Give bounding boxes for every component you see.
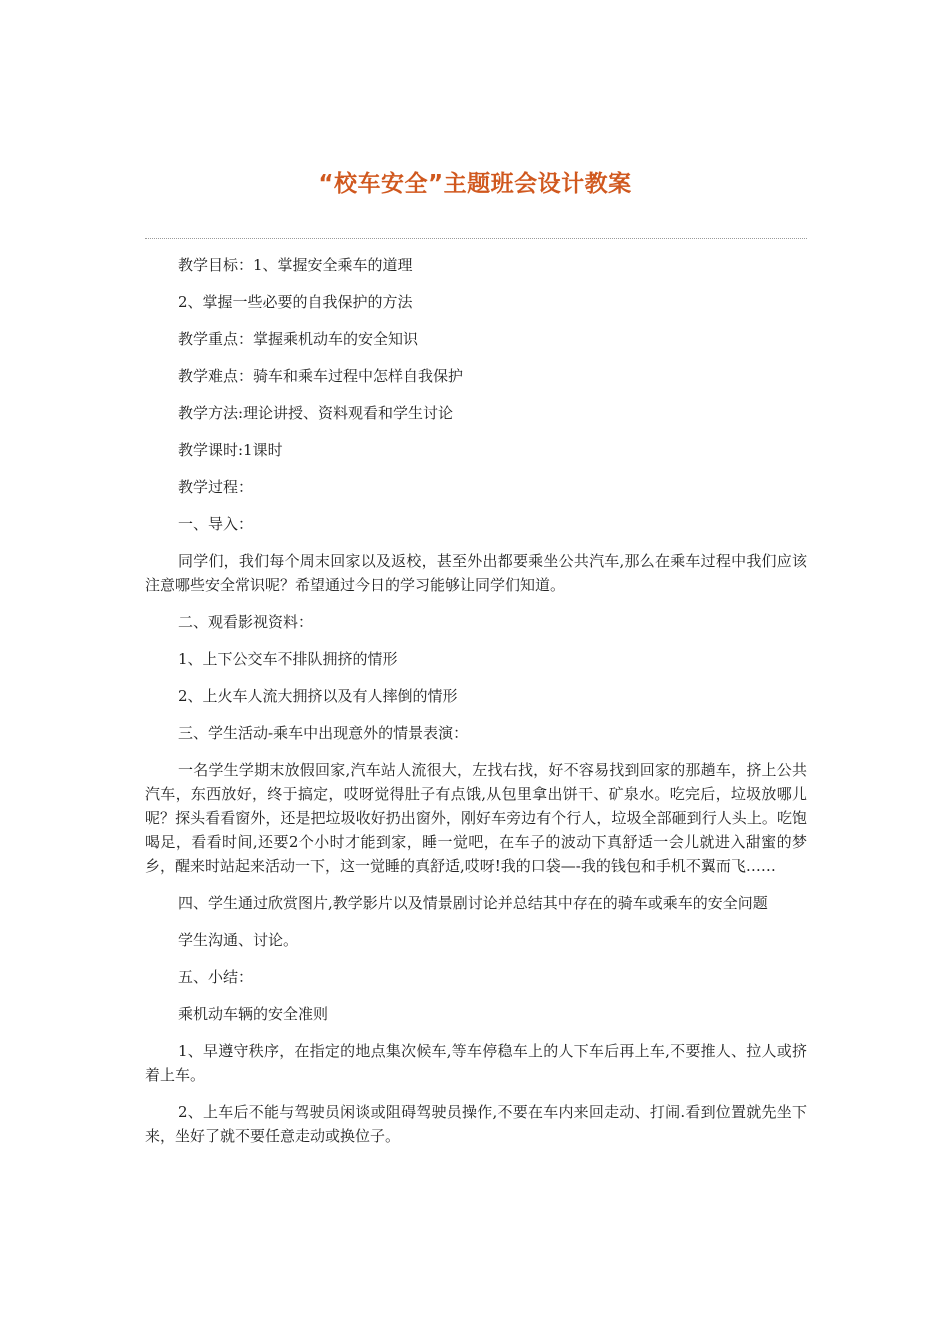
rules-heading: 乘机动车辆的安全准则 bbox=[178, 1005, 329, 1023]
video-item-paragraph: 2、上火车人流大拥挤以及有人摔倒的情形 bbox=[178, 687, 458, 705]
section-heading-activity: 三、学生活动-乘车中出现意外的情景表演： bbox=[178, 724, 469, 742]
activity-story-paragraph: 一名学生学期末放假回家,汽车站人流很大，左找右找，好不容易找到回家的那趟车，挤上公共汽车，东西放好，终于搞定，哎呀觉得肚子有点饿,从包里拿出饼干、矿泉水。吃完后，垃圾放哪儿呢？探头看看窗外，还是把垃圾收好扔出窗外，刚好车旁边有个行人，垃圾全部砸到行人头上。吃饱喝足，看看时间,还要2个小时才能到家，睡一觉吧，在车子的波动下真舒适一会儿就进入甜蜜的梦乡，醒来时站起来活动一下，这一觉睡的真舒适,哎呀!我的口袋—-我的钱包和手机不翼而飞…… bbox=[145, 761, 807, 875]
intro-paragraph: 同学们，我们每个周末回家以及返校，甚至外出都要乘坐公共汽车,那么在乘车过程中我们应该注意哪些安全常识呢？希望通过今日的学习能够让同学们知道。 bbox=[145, 552, 807, 594]
document-body bbox=[145, 253, 807, 1161]
objective-item-paragraph: 2、掌握一些必要的自我保护的方法 bbox=[178, 293, 413, 311]
difficulty-paragraph: 教学难点：骑车和乘车过程中怎样自我保护 bbox=[178, 367, 464, 385]
page-title: “校车安全”主题班会设计教案 bbox=[318, 171, 632, 198]
key-point-paragraph: 教学重点：掌握乘机动车的安全知识 bbox=[178, 330, 419, 348]
discussion-paragraph: 学生沟通、讨论。 bbox=[178, 931, 299, 949]
process-heading: 教学过程： bbox=[178, 478, 254, 496]
objective-paragraph: 教学目标：1、掌握安全乘车的道理 bbox=[178, 256, 413, 274]
rule-item-paragraph: 2、上车后不能与驾驶员闲谈或阻碍驾驶员操作,不要在车内来回走动、打闹.看到位置就先坐下来，坐好了就不要任意走动或换位子。 bbox=[145, 1103, 807, 1145]
section-heading-intro: 一、导入： bbox=[178, 515, 254, 533]
class-hours-paragraph: 教学课时:1课时 bbox=[178, 441, 283, 459]
method-paragraph: 教学方法:理论讲授、资料观看和学生讨论 bbox=[178, 404, 454, 422]
section-heading-discussion: 四、学生通过欣赏图片,教学影片以及情景剧讨论并总结其中存在的骑车或乘车的安全问题 bbox=[178, 894, 768, 912]
video-item-paragraph: 1、上下公交车不排队拥挤的情形 bbox=[178, 650, 398, 668]
rule-item-paragraph: 1、早遵守秩序，在指定的地点集次候车,等车停稳车上的人下车后再上车,不要推人、拉人或挤着上车。 bbox=[145, 1042, 807, 1084]
section-heading-video: 二、观看影视资料： bbox=[178, 613, 314, 631]
title-divider bbox=[145, 238, 807, 239]
section-heading-summary: 五、小结： bbox=[178, 968, 254, 986]
